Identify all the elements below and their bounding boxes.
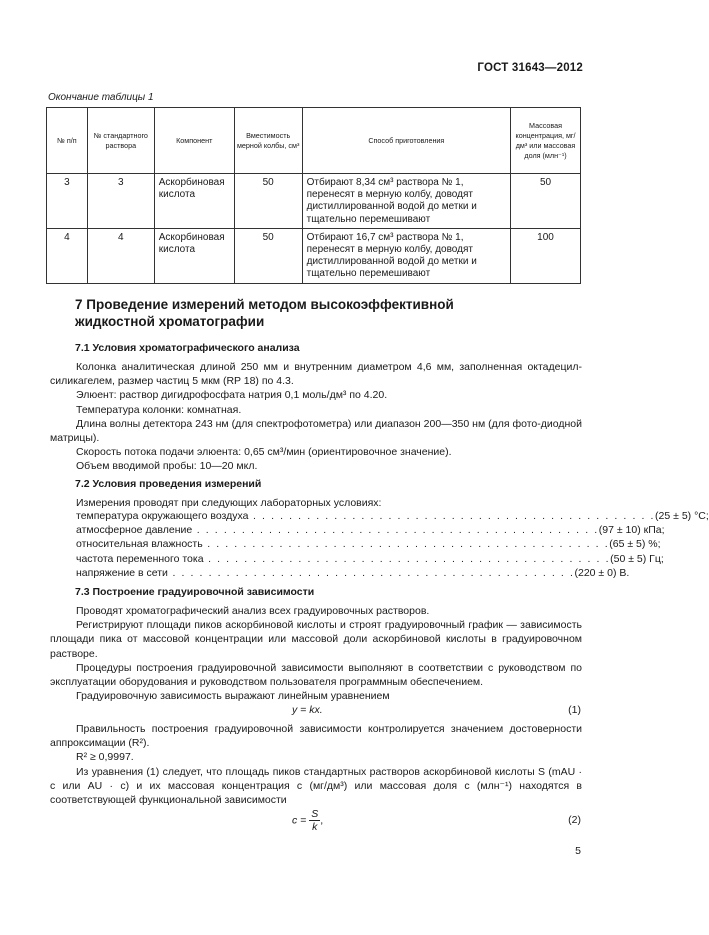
condition-row: относительная влажность . . . . . . . . . . . . . . . . . . . . . . . . . . . . . . . . . . . . . . . . . . . . . (65 ± 5) %; (76, 538, 661, 551)
equation-2: c = $\frac{S}{k}$ , (292, 808, 324, 833)
paragraph: Правильность построения градуировочной зависимости контролируется значением достоверности аппроксимации (R²). (50, 723, 582, 750)
cell-conc: 50 (511, 174, 581, 229)
standard-number: ГОСТ 31643—2012 (477, 62, 583, 74)
cell-capacity: 50 (234, 174, 302, 229)
subsection-7-3-body-a (50, 604, 582, 703)
paragraph: Процедуры построения градуировочной зависимости выполняют в соответствии с руководством по эксплуатации оборудования и руководством пользователя программным обеспечением. (50, 661, 582, 689)
condition-row: частота переменного тока . . . . . . . . . . . . . . . . . . . . . . . . . . . . . . . . . . . . . . . . . . . . . (50 ± 5) Гц; (76, 552, 664, 565)
paragraph: Проводят хроматографический анализ всех градуировочных растворов. (76, 605, 430, 617)
subsection-7-2-title: 7.2 Условия проведения измерений (75, 478, 262, 490)
cell-method: Отбирают 16,7 см³ раствора № 1, перенесят в мерную колбу, доводят дистиллированной водой до метки и тщательно перемешивают (302, 228, 510, 283)
condition-row: атмосферное давление . . . . . . . . . . . . . . . . . . . . . . . . . . . . . . . . . . . . . . . . . . . . . (97 ± 10) кПа; (76, 524, 665, 537)
fraction: $\frac{S}{k}$ (311, 808, 319, 833)
equation-1: y = kx. (292, 704, 323, 716)
header-component: Компонент (154, 108, 234, 174)
header-std: № стандартного раствора (87, 108, 154, 174)
cell-component: Аскорбиновая кислота (154, 228, 234, 283)
table-row (47, 228, 581, 283)
cell-component: Аскорбиновая кислота (154, 174, 234, 229)
header-conc: Массовая концентрация, мг/дм³ или массовая доля (млн⁻¹) (511, 108, 581, 174)
header-method: Способ приготовления (302, 108, 510, 174)
paragraph: Градуировочную зависимость выражают линейным уравнением (76, 690, 390, 703)
cell-std: 4 (87, 228, 154, 283)
paragraph: Регистрируют площади пиков аскорбиновой кислоты и строят градуировочный график — зависимость площади пика от массовой концентрации или массовой доли аскорбиновой кислоты в градуировочном растворе. (50, 619, 582, 660)
table-row (47, 174, 581, 229)
paragraph: Измерения проводят при следующих лабораторных условиях: (76, 497, 382, 509)
paragraph: Температура колонки: комнатная. (76, 403, 242, 416)
condition-row: напряжение в сети . . . . . . . . . . . . . . . . . . . . . . . . . . . . . . . . . . . . . . . . . . . . . (220 ± 0) В. (76, 566, 630, 579)
subsection-7-3-body-b (50, 722, 582, 807)
subsection-7-3-title: 7.3 Построение градуировочной зависимости (75, 586, 315, 598)
paragraph: Из уравнения (1) следует, что площадь пиков стандартных растворов аскорбиновой кислоты S (mAU · c или AU · c) и их массовая концентрация с (мг/дм³) или массовая доля с (млн⁻¹) находятся в соответствующей функциональной зависимости (50, 765, 582, 807)
condition-row: температура окружающего воздуха . . . . . . . . . . . . . . . . . . . . . . . . . . . . . . . . . . . . . . . . . . . . . (25 ± 5) °С; (76, 510, 709, 522)
table-header-row (47, 108, 581, 174)
paragraph: Элюент: раствор дигидрофосфата натрия 0,1 моль/дм³ по 4.20. (76, 389, 388, 402)
subsection-7-1-title: 7.1 Условия хроматографического анализа (75, 342, 300, 354)
paragraph: R² ≥ 0,9997. (76, 751, 134, 764)
paragraph: Объем вводимой пробы: 10—20 мкл. (76, 460, 258, 473)
cell-std: 3 (87, 174, 154, 229)
conditions-list (76, 510, 709, 581)
equation-2-number: (2) (568, 814, 581, 826)
cell-num: 3 (47, 174, 88, 229)
cell-conc: 100 (511, 228, 581, 283)
preparation-table (46, 107, 581, 284)
subsection-7-1-body (50, 360, 582, 474)
section-7-title: 7 Проведение измерений методом высокоэффективной жидкостной хроматографии (75, 297, 454, 329)
page-number: 5 (575, 845, 581, 857)
paragraph: Колонка аналитическая длиной 250 мм и внутренним диаметром 4,6 мм, заполненная октадецил-силикагелем, размер частиц 5 мкм (RP 18) по 4.3. (50, 361, 582, 388)
subsection-7-2-intro (50, 496, 582, 510)
header-num: № п/п (47, 108, 88, 174)
cell-capacity: 50 (234, 228, 302, 283)
paragraph: Скорость потока подачи элюента: 0,65 см³/мин (ориентировочное значение). (76, 446, 452, 459)
cell-num: 4 (47, 228, 88, 283)
paragraph: Длина волны детектора 243 нм (для спектрофотометра) или диапазон 200—350 нм (для фото-диодной матрицы). (50, 417, 582, 445)
equation-1-number: (1) (568, 704, 581, 716)
header-capacity: Вместимость мерной колбы, см³ (234, 108, 302, 174)
cell-method: Отбирают 8,34 см³ раствора № 1, перенесят в мерную колбу, доводят дистиллированной водой до метки и тщательно перемешивают (302, 174, 510, 229)
table-caption: Окончание таблицы 1 (48, 92, 154, 103)
